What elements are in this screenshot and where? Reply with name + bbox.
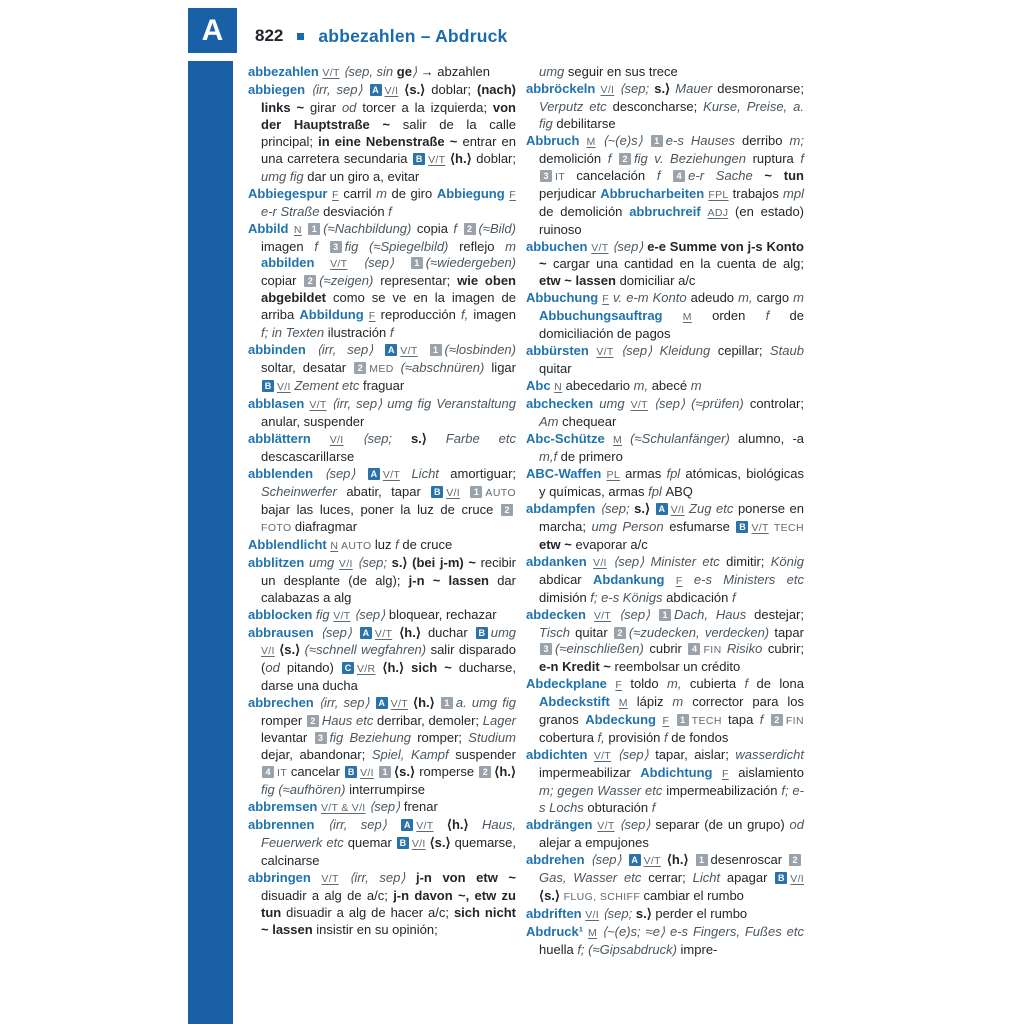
dictionary-entry: Abdruck¹ M ⟨~(e)s; ≈e⟩ e-s Fingers, Fußes etc huella f; (≈Gipsabdruck) impre-: [526, 923, 804, 957]
dictionary-entry: Abbild N 1 (≈Nachbildung) copia f 2 (≈Bild) imagen f 3 fig (≈Spiegelbild) reflejo m abbilden V/T ⟨sep⟩ 1 (≈wiedergeben) copiar 2 (≈zeigen) representar; wie oben abgebildet como se ve en la imagen de arriba Abbildung F reproducción f, imagen f; in Texten ilustración f: [248, 220, 517, 341]
dictionary-entry: abbürsten V/T ⟨sep⟩ Kleidung cepillar; Staub quitar: [526, 343, 804, 377]
dictionary-entry: abblocken fig V/T ⟨sep⟩ bloquear, rechazar: [248, 606, 497, 622]
dictionary-entry: abdichten V/T ⟨sep⟩ tapar, aislar; wasserdicht impermeabilizar Abdichtung F aislamiento m; gegen Wasser etc impermeabilización f; e-s Lochs obturación f: [526, 747, 804, 816]
page-header: [255, 24, 507, 48]
left-column: [248, 64, 516, 939]
dictionary-entry: Abdeckplane F toldo m, cubierta f de lona Abdeckstift M lápiz m corrector para los granos Abdeckung F 1 TECH tapa f 2 FIN cobertura f, provisión f de fondos: [526, 676, 804, 746]
dictionary-entry: Abbiegespur F carril m de giro Abbiegung F e-r Straße desviación f: [248, 185, 516, 219]
dictionary-entry: abdampfen ⟨sep; s.⟩ A V/I Zug etc ponerse en marcha; umg Person esfumarse B V/T TECH etw ~ evaporar a/c: [526, 500, 804, 552]
dictionary-entry: abbröckeln V/I ⟨sep; s.⟩ Mauer desmoronarse; Verputz etc desconcharse; Kurse, Preise, a. fig debilitarse: [526, 80, 805, 131]
right-column: [526, 64, 804, 959]
header-bullet-icon: [297, 33, 304, 40]
dictionary-entry: abblitzen umg V/I ⟨sep; s.⟩ (bei j-m) ~ recibir un desplante (de alg); j-n ~ lassen dar calabazas a alg: [248, 554, 516, 605]
dictionary-entry: abdanken V/I ⟨sep⟩ Minister etc dimitir; König abdicar Abdankung F e-s Ministers etc dimisión f; e-s Königs abdicación f: [526, 553, 804, 605]
letter-tab: A: [188, 8, 237, 53]
dictionary-entry: abdrehen ⟨sep⟩ A V/T ⟨h.⟩ 1 desenroscar 2Gas, Wasser etc cerrar; Licht apagar B V/I ⟨s.⟩ FLUG, SCHIFF cambiar el rumbo: [526, 851, 805, 903]
dictionary-entry: abbrausen ⟨sep⟩ A V/T ⟨h.⟩ duchar B umg V/I ⟨s.⟩ (≈schnell wegfahren) salir disparado (od pitando) C V/R ⟨h.⟩ sich ~ ducharse, darse una ducha: [248, 624, 517, 694]
dictionary-entry: abbinden ⟨irr, sep⟩ A V/T 1 (≈losbinden) soltar, desatar 2 MED (≈abschnüren) ligar B V/I Zement etc fraguar: [248, 342, 516, 394]
dictionary-entry: abbremsen V/T & V/I ⟨sep⟩ frenar: [248, 799, 438, 815]
dictionary-entry: abbuchen V/T ⟨sep⟩ e-e Summe von j-s Konto ~ cargar una cantidad en la cuenta de alg; etw ~ lassen domiciliar a/c: [526, 238, 804, 289]
headword-range: abbezahlen – Abdruck: [318, 25, 508, 46]
dictionary-entry: Abblendlicht N AUTO luz f de cruce: [248, 536, 453, 552]
dictionary-entry: abdecken V/T ⟨sep⟩ 1 Dach, Haus destejar; Tisch quitar 2 (≈zudecken, verdecken) tapar 3 (≈einschließen) cubrir 4 FIN Risiko cubrir; e-n Kredit ~ reembolsar un crédito: [526, 606, 805, 675]
dictionary-entry: Abbruch M ⟨~(e)s⟩ 1 e-s Hauses derribo m; demolición f 2 fig v. Beziehungen ruptura f 3 IT cancelación f 4 e-r Sache ~ tun perjudicar Abbrucharbeiten FPL trabajos mpl de demolición abbruchreif ADJ (en estado) ruinoso: [526, 132, 805, 237]
dictionary-entry: abbiegen ⟨irr, sep⟩ A V/I ⟨s.⟩ doblar; (nach) links ~ girar od torcer a la izquierda; von der Hauptstraße ~ salir de la calle principal; in eine Nebenstraße ~ entrar en una carretera secundaria B V/T ⟨h.⟩ doblar; umg fig dar un giro a, evitar: [248, 81, 517, 184]
dictionary-entry: abbringen V/T ⟨irr, sep⟩ j-n von etw ~ disuadir a alg de a/c; j-n davon ~, etw zu tun disuadir a alg de hacer a/c; sich nicht ~ lassen insistir en su opinión;: [248, 869, 516, 937]
dictionary-entry: Abc N abecedario m, abecé m: [526, 378, 702, 394]
dictionary-entry: abbrechen ⟨irr, sep⟩ A V/T ⟨h.⟩ 1 a. umg fig romper 2 Haus etc derribar, demoler; Lager levantar 3 fig Beziehung romper; Studium dejar, abandonar; Spiel, Kampf suspender 4 IT cancelar B V/I 1 ⟨s.⟩ romperse 2 ⟨h.⟩ fig (≈aufhören) interrumpirse: [248, 695, 517, 798]
dictionary-entry: Abc-Schütze M (≈Schulanfänger) alumno, -a m,f de primero: [526, 431, 805, 464]
dictionary-entry: abchecken umg V/T ⟨sep⟩ (≈prüfen) controlar; Am chequear: [526, 396, 805, 430]
dictionary-entry: abblenden ⟨sep⟩ A V/T Licht amortiguar; Scheinwerfer abatir, tapar B V/I 1 AUTO bajar las luces, poner la luz de cruce 2FOTO diafragmar: [248, 465, 517, 534]
dictionary-entry: abbrennen ⟨irr, sep⟩ A V/T ⟨h.⟩ Haus, Feuerwerk etc quemar B V/I ⟨s.⟩ quemarse, calcinarse: [248, 816, 516, 868]
dictionary-entry: abblättern V/I ⟨sep; s.⟩ Farbe etc descascarillarse: [248, 431, 516, 464]
page-number: 822: [255, 26, 284, 45]
dictionary-entry: abblasen V/T ⟨irr, sep⟩ umg fig Veranstaltung anular, suspender: [248, 396, 516, 430]
dictionary-entry: ABC-Waffen PL armas fpl atómicas, biológicas y químicas, armas fpl ABQ: [526, 465, 805, 499]
alphabet-sidebar: [188, 61, 233, 1024]
dictionary-entry: umg seguir en sus trece: [539, 64, 678, 79]
dictionary-entry: abdrängen V/T ⟨sep⟩ separar (de un grupo) od alejar a empujones: [526, 816, 804, 850]
dictionary-entry: abbezahlen V/T ⟨sep, sin ge⟩ → abzahlen: [248, 64, 491, 79]
dictionary-entry: abdriften V/I ⟨sep; s.⟩ perder el rumbo: [526, 905, 748, 921]
dictionary-entry: Abbuchung F v. e-m Konto adeudo m, cargo m Abbuchungsauftrag M orden f de domiciliación de pagos: [526, 290, 804, 342]
